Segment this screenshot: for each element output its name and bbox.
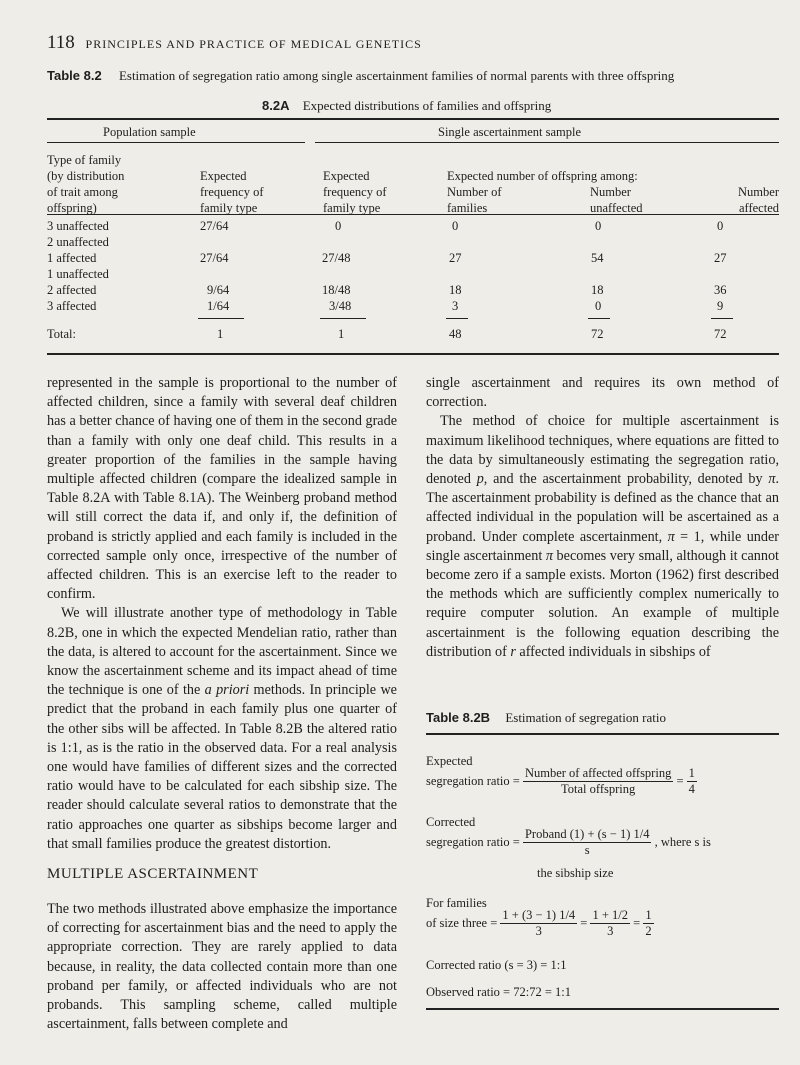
group-head-population: Population sample [103,125,196,139]
observed-ratio: Observed ratio = 72:72 = 1:1 [426,985,571,999]
families-label: For families [426,896,487,910]
col-head-families: Number of families [447,185,502,215]
table-top-rule [47,118,779,120]
group-rule-right [315,142,779,143]
cell-pop: 27/64 [200,219,229,233]
cell-aff: 27 [714,251,727,265]
table-row: 3 affected [47,299,97,313]
total-fam: 48 [449,327,462,341]
header-bottom-rule [47,214,779,215]
table-row: 3 unaffected [47,219,109,233]
total-pop: 1 [217,327,224,341]
corrected-note: the sibship size [537,866,614,880]
table-b-top-rule [426,733,779,735]
subtable-caption [262,98,551,114]
cell-unaff: 54 [591,251,604,265]
paragraph: The method of choice for multiple ascertainment is maximum likelihood techniques, where equations are fitted to the data by simultaneously estimating the segregation ratio, denoted p, and the ascertainment probability, denoted by π. The ascertainment probability is defined as the chance that an affected individual in the population will be ascertained as a proband. Under complete ascertainment, π = 1, while under single ascertainment π becomes very small, although it cannot become zero if a sample exists. Morton (1962) first described the methods which are sufficiently complex numerically to require computer solution. An example of multiple ascertainment is the following equation describing the distribution of r affected individuals in sibships of [426,413,779,660]
families-equation: of size three = $\frac{1 + (3 - 1) 1/4}{3}$ = $\frac{1 + 1/2}{3}$ = $\frac{1}{2}$ [426,908,652,938]
col-head-unaffected: Number unaffected [590,185,643,215]
cell-single: 27/48 [322,251,351,265]
corrected-label: Corrected [426,815,476,829]
sum-rule [320,318,366,319]
total-aff: 72 [714,327,727,341]
paragraph: single ascertainment and requires its own method of correction. [426,375,779,411]
sum-rule [198,318,244,319]
cell-single: 18/48 [322,283,351,297]
cell-unaff: 0 [595,299,602,313]
table-row: 2 unaffected 1 affected [47,235,109,265]
cell-fam: 3 [452,299,459,313]
expected-equation: segregation ratio = $\frac{\text{Number of affected offspring}}{\text{Total offspring}}$ = $\frac{1}{4}$ [426,766,695,796]
table-b-caption [426,710,666,726]
paragraph: represented in the sample is proportional to the number of affected children, since a family with several deaf children has a better chance of having one of them in the second grade than a family with only one deaf child. This results in a greater proportion of the families in the sample having multiple affected children (compare the idealized sample in Table 8.2A with Table 8.1A). The Weinberg proband method will still correct the data if, and only if, the definition of proband is strictly applied and each family is included in the corrected sample only once, irrespective of the number of affected children. This is an exercise left to the reader to confirm. [47,375,397,603]
cell-single: 3/48 [329,299,352,313]
table-bottom-rule [47,353,779,355]
cell-fam: 18 [449,283,462,297]
total-label: Total: [47,327,76,341]
cell-fam: 0 [452,219,459,233]
cell-aff: 0 [717,219,724,233]
expected-label: Expected [426,754,473,768]
section-heading: MULTIPLE ASCERTAINMENT [47,866,259,882]
cell-pop: 9/64 [207,283,230,297]
subtable-label: 8.2A [262,98,290,113]
total-single: 1 [338,327,345,341]
cell-fam: 27 [449,251,462,265]
running-head: PRINCIPLES AND PRACTICE OF MEDICAL GENETICS [85,37,422,51]
sum-rule [446,318,468,319]
col-head-affected: Number affected [738,185,779,215]
col-head-span: Expected number of offspring among: [447,169,638,183]
col-head-single-freq: Expected frequency of family type [323,169,387,215]
cell-pop: 1/64 [207,299,230,313]
right-column [426,374,779,662]
cell-aff: 36 [714,283,727,297]
subtable-caption-text: Expected distributions of families and offspring [302,98,552,113]
total-unaff: 72 [591,327,604,341]
corrected-ratio: Corrected ratio (s = 3) = 1:1 [426,958,567,972]
cell-unaff: 18 [591,283,604,297]
paragraph: The two methods illustrated above emphasize the importance of correcting for ascertainment bias and the need to apply the appropriate correction. They are rarely applied to data because, in reality, the data collected contain more than one proband per family, or affected individuals who are not probands. This sampling scheme, called multiple ascertainment, falls between complete and [47,901,397,1033]
page-number: 118 [47,32,75,53]
table-b-label: Table 8.2B [426,710,491,725]
cell-unaff: 0 [595,219,602,233]
table-b-bottom-rule [426,1008,779,1010]
table-caption [47,68,674,84]
table-label: Table 8.2 [47,68,102,83]
left-column [47,374,397,854]
cell-single: 0 [335,219,342,233]
sum-rule [588,318,610,319]
cell-pop: 27/64 [200,251,229,265]
table-caption-text: Estimation of segregation ratio among single ascertainment families of normal parents with three offspring [118,68,675,83]
col-head-pop-freq: Expected frequency of family type [200,169,264,215]
sum-rule [711,318,733,319]
group-head-single: Single ascertainment sample [438,125,582,139]
page-header [47,32,422,54]
corrected-equation: segregation ratio = $\frac{\text{Proband (1) + (s − 1) 1/4}}{s}$ , where s is [426,827,711,857]
group-rule-left [47,142,305,143]
cell-aff: 9 [717,299,724,313]
col-head-type: Type of family (by distribution of trait among offspring) [47,153,125,215]
paragraph: We will illustrate another type of methodology in Table 8.2B, one in which the expected Mendelian ratio, rather than the data, is altered to account for the ascertainment. Since we know the ascertainment scheme and its impact ahead of time the technique is one of the a priori methods. In principle we predict that the proband in each family plus one quarter of the other sibs will be affected. In Table 8.2B the altered ratio is 1:1, as is the ratio in the observed data. For a real analysis one would have families of different sizes and the corrected ratio would have to be calculated for each sibship size. The reader should calculate several ratios to demonstrate that the ratio approaches one quarter as sibships become larger and that small families produce the greatest distortion. [47,605,397,852]
table-row: 1 unaffected 2 affected [47,267,109,297]
table-b-caption-text: Estimation of segregation ratio [505,710,666,725]
left-column-cont [47,900,397,1034]
